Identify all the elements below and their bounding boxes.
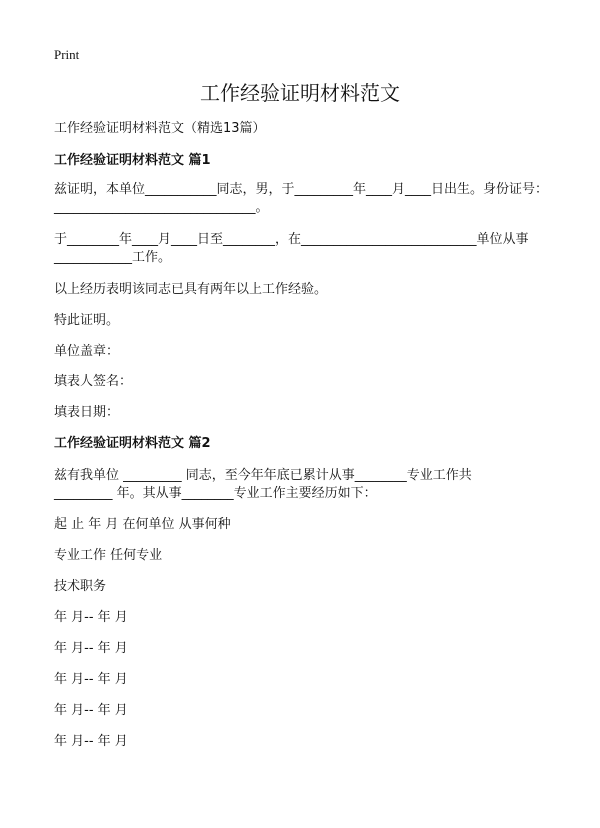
paragraph: 填表人签名： [54, 374, 133, 389]
paragraph: 单位盖章： [54, 344, 120, 359]
section-heading-1: 工作经验证明材料范文 篇1 [54, 153, 211, 168]
paragraph: 填表日期： [54, 405, 120, 420]
paragraph: 年 月-- 年 月 [54, 610, 128, 625]
subtitle: 工作经验证明材料范文（精选13篇） [54, 121, 266, 136]
paragraph: 兹证明，本单位___________同志，男，于_________年____月____日出生。身份证号：_______________________________。 [54, 182, 549, 215]
paragraph: 起 止 年 月 在何单位 从事何种 [54, 517, 231, 532]
paragraph: 专业工作 任何专业 [54, 548, 163, 563]
paragraph: 兹有我单位 _________ 同志，至今年年底已累计从事________专业工作共 _________ 年。其从事________专业工作主要经历如下： [54, 468, 472, 501]
paragraph: 技术职务 [54, 579, 107, 594]
paragraph: 年 月-- 年 月 [54, 641, 128, 656]
document-title: 工作经验证明材料范文 [200, 81, 400, 105]
paragraph: 年 月-- 年 月 [54, 734, 128, 749]
paragraph: 以上经历表明该同志已具有两年以上工作经验。 [54, 282, 328, 297]
section-heading-2: 工作经验证明材料范文 篇2 [54, 436, 211, 451]
paragraph: 特此证明。 [54, 313, 120, 328]
paragraph: 年 月-- 年 月 [54, 672, 128, 687]
print-link[interactable]: Print [54, 47, 80, 62]
paragraph: 年 月-- 年 月 [54, 703, 128, 718]
paragraph: 于________年____月____日至________，在___________________________单位从事____________工作。 [54, 232, 529, 265]
